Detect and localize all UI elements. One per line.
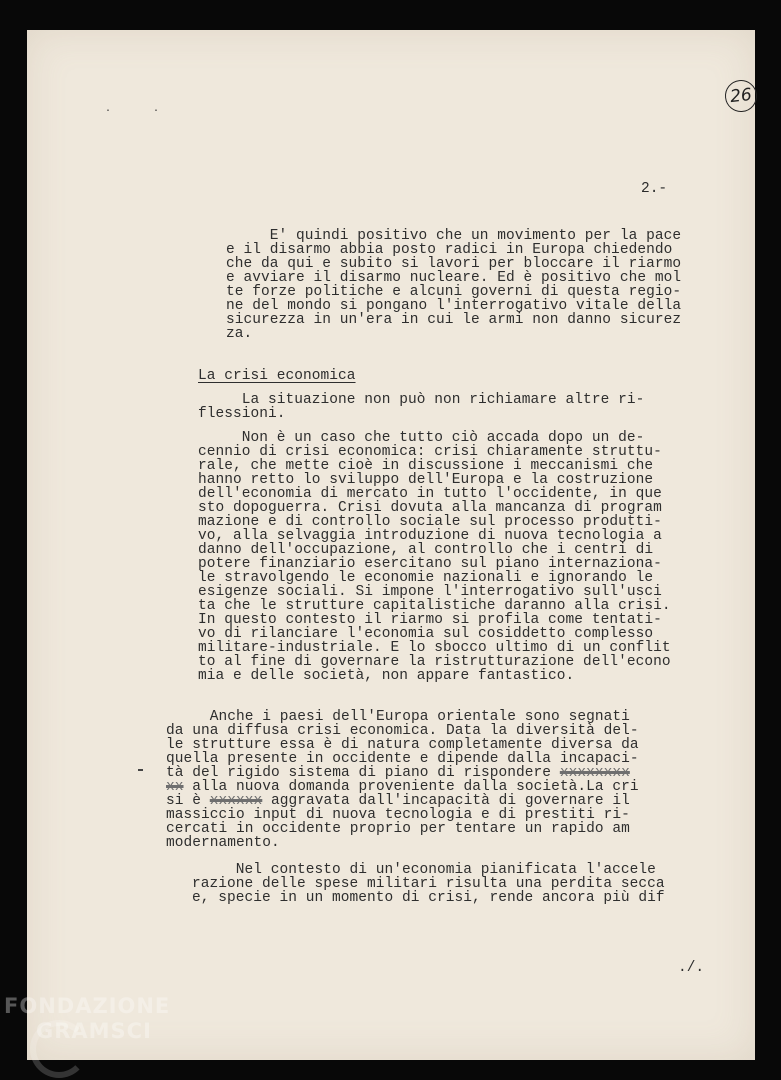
watermark-line-2: GRAMSCI bbox=[36, 1019, 152, 1043]
text-line: cercati in occidente proprio per tentare un rapido am bbox=[166, 821, 630, 837]
text-line: mia e delle società, non appare fantastico. bbox=[198, 668, 575, 684]
text-line: e il disarmo abbia posto radici in Europa chiedendo bbox=[226, 242, 673, 258]
continuation-mark: ./. bbox=[678, 960, 705, 976]
text-line: E' quindi positivo che un movimento per la pace bbox=[226, 228, 682, 244]
text-segment: aggravata dall'incapacità di governare il bbox=[262, 793, 630, 809]
text-line: vo, alla selvaggia introduzione di nuova tecnologia a bbox=[198, 528, 662, 544]
text-line: Anche i paesi dell'Europa orientale sono segnati bbox=[166, 709, 630, 725]
text-line: ta che le strutture capitalistiche daranno alla crisi. bbox=[198, 598, 671, 614]
text-line: e avviare il disarmo nucleare. Ed è positivo che mol bbox=[226, 270, 682, 286]
text-line: militare-industriale. E lo sbocco ultimo di un conflit bbox=[198, 640, 671, 656]
text-line: Nel contesto di un'economia pianificata l'accele bbox=[192, 862, 656, 878]
text-segment: tà del rigido sistema di piano di rispondere bbox=[166, 765, 560, 781]
struck-out-text: xx bbox=[166, 779, 184, 795]
text-line: te forze politiche e alcuni governi di questa regio- bbox=[226, 284, 682, 300]
text-line: le strutture essa è di natura completamente diversa da bbox=[166, 737, 639, 753]
struck-out-text: xxxxxxxx bbox=[559, 765, 630, 781]
watermark-ring-icon bbox=[30, 1020, 88, 1078]
text-line: razione delle spese militari risulta una perdita secca bbox=[192, 876, 665, 892]
text-line-with-deletion bbox=[166, 794, 630, 808]
text-line: quella presente in occidente e dipende dalla incapaci- bbox=[166, 751, 639, 767]
text-line: danno dell'occupazione, al controllo che i centri di bbox=[198, 542, 654, 558]
text-line: sicurezza in un'era in cui le armi non danno sicurez bbox=[226, 312, 682, 328]
text-line: modernamento. bbox=[166, 835, 280, 851]
text-line: mazione e di controllo sociale sul processo produtti- bbox=[198, 514, 662, 530]
text-line: dell'economia di mercato in tutto l'occidente, in que bbox=[198, 486, 662, 502]
text-line: potere finanziario esercitano sul piano internaziona- bbox=[198, 556, 662, 572]
text-line: La situazione non può non richiamare altre ri- bbox=[198, 392, 645, 408]
watermark-line-1: FONDAZIONE bbox=[4, 994, 171, 1018]
page-number: 2.- bbox=[641, 181, 668, 197]
text-line: In questo contesto il riarmo si profila come tentati- bbox=[198, 612, 662, 628]
struck-out-text: xxxxxx bbox=[209, 793, 263, 809]
text-line: e, specie in un momento di crisi, rende ancora più dif bbox=[192, 890, 665, 906]
section-heading: La crisi economica bbox=[198, 368, 356, 384]
text-line: hanno retto lo sviluppo dell'Europa e la costruzione bbox=[198, 472, 654, 488]
text-line: ne del mondo si pongano l'interrogativo vitale della bbox=[226, 298, 682, 314]
margin-tick bbox=[138, 769, 143, 771]
page-stamp: 26 bbox=[723, 78, 758, 113]
text-line: cennio di crisi economica: crisi chiaramente struttu- bbox=[198, 444, 662, 460]
text-line: Non è un caso che tutto ciò accada dopo un de- bbox=[198, 430, 645, 446]
text-line: da una diffusa crisi economica. Data la diversità del- bbox=[166, 723, 639, 739]
text-line: za. bbox=[226, 326, 253, 342]
text-line: flessioni. bbox=[198, 406, 286, 422]
document-page bbox=[27, 30, 755, 1060]
archive-watermark bbox=[4, 996, 170, 1042]
text-line-with-deletion bbox=[166, 766, 630, 780]
text-line: massiccio input di nuova tecnologia e di prestiti ri- bbox=[166, 807, 630, 823]
text-line: rale, che mette cioè in discussione i meccanismi che bbox=[198, 458, 654, 474]
text-line: vo di rilanciare l'economia sul cosiddetto complesso bbox=[198, 626, 654, 642]
text-line: sto dopoguerra. Crisi dovuta alla mancanza di program bbox=[198, 500, 662, 516]
text-line: to al fine di governare la ristrutturazione dell'econo bbox=[198, 654, 671, 670]
text-line-with-deletion bbox=[166, 780, 639, 794]
text-segment: si è bbox=[166, 793, 210, 809]
margin-dots: · · bbox=[105, 106, 178, 117]
text-segment: alla nuova domanda proveniente dalla società.La cri bbox=[183, 779, 639, 795]
text-line: che da qui e subito si lavori per bloccare il riarmo bbox=[226, 256, 682, 272]
text-line: esigenze sociali. Si impone l'interrogativo sull'usci bbox=[198, 584, 662, 600]
text-line: le stravolgendo le economie nazionali e ignorando le bbox=[198, 570, 654, 586]
